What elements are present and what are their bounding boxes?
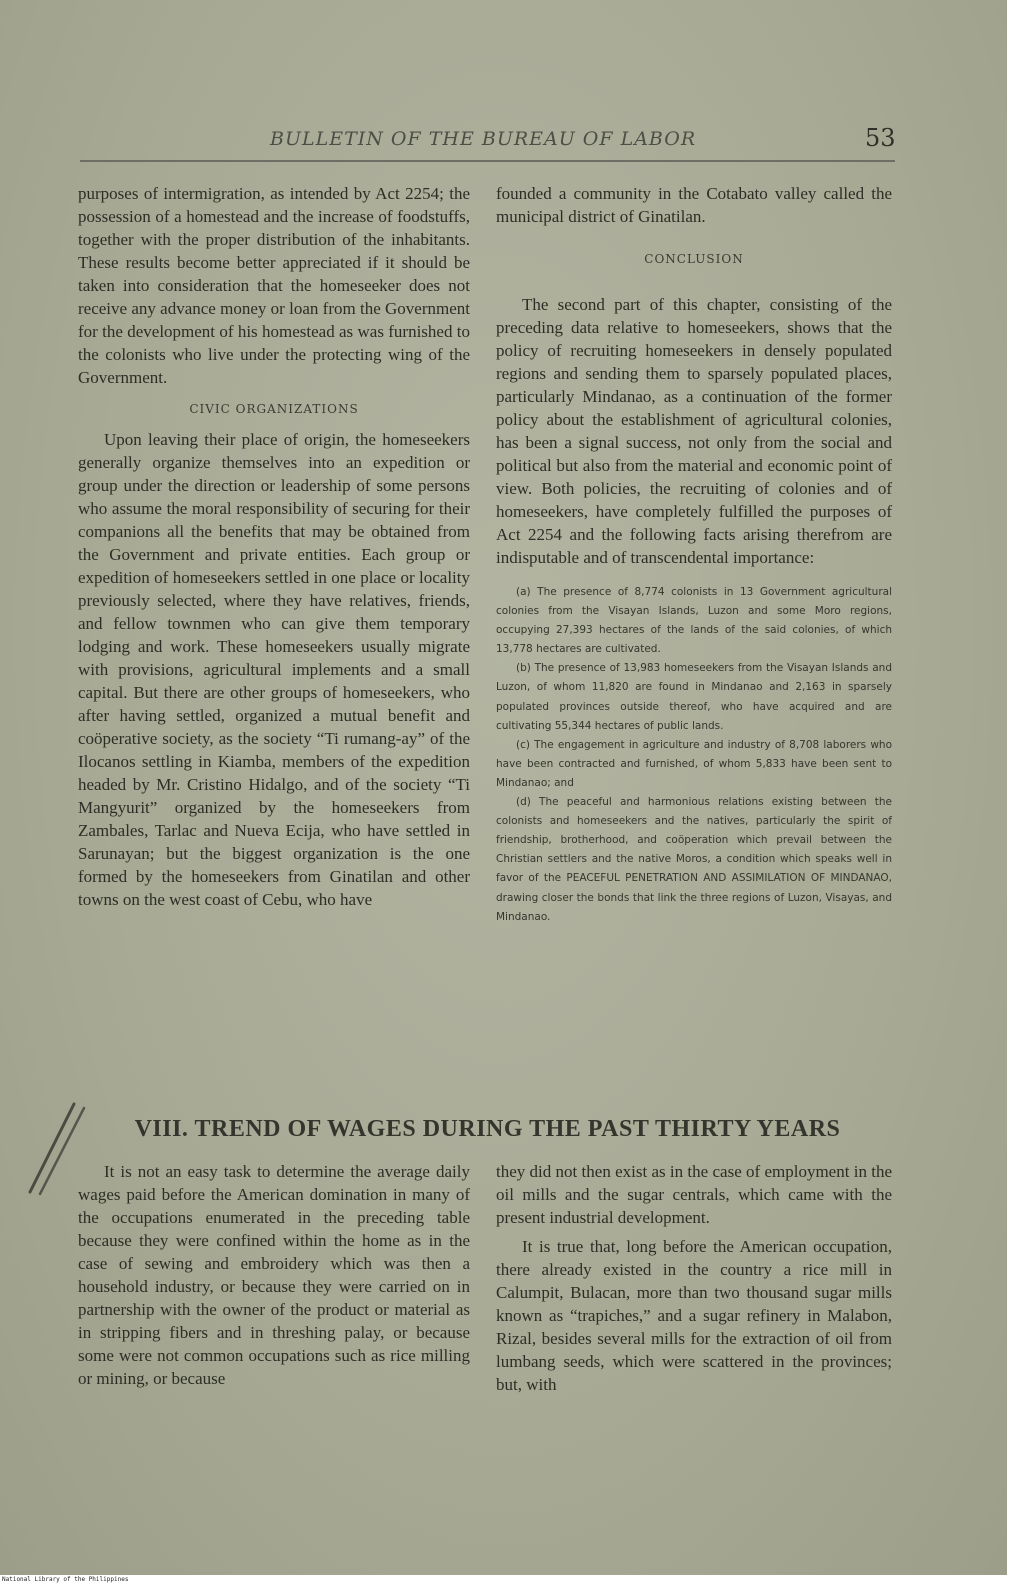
paragraph-civic-organizations: Upon leaving their place of origin, the homeseekers generally organize themselves into an expedition or group under the direction or leadership of some persons who assume the moral responsibility of securing for their companions all the benefits that may be obtained from the Government and private entities. Each group or expedition of homeseekers settled in one place or locality previously selected, where they have relatives, friends, and fellow townmen who can give them temporary lodging and work. These homeseekers usually migrate with provisions, agricultural implements and a small capital. But there are other groups of homeseekers, who after having settled, organized a mutual benefit and coöperative society, as the society “Ti rumang-ay” of the Ilocanos settling in Kiamba, members of the expedition headed by Mr. Cristino Hidalgo, and of the society “Ti Mangyurit” organized by the homeseekers from Zambales, Tarlac and Nueva Ecija, who have settled in Sarunayan; but the biggest organization is the one formed by the homeseekers from Ginatilan and other towns on the west coast of Cebu, who have — [78, 430, 470, 909]
right-column-lower — [496, 1160, 892, 1396]
fact-item-a: (a) The presence of 8,774 colonists in 13 Government agricultural colonies from the Visayan Islands, Luzon and some Moro regions, occupying 27,393 hectares of the lands of the said colonies, of which 13,778 hectares are cultivated. — [496, 586, 892, 656]
running-head: BULLETIN OF THE BUREAU OF LABOR — [270, 128, 697, 150]
library-credit: National Library of the Philippines — [2, 1576, 129, 1583]
paragraph-conclusion: The second part of this chapter, consisting of the preceding data relative to homeseekers, shows that the policy of recruiting homeseekers in densely populated regions and sending them to sparsely populated places, particularly Mindanao, as a continuation of the former policy about the establishment of agricultural colonies, has been a signal success, not only from the social and political but also from the material and economic point of view. Both policies, the recruiting of colonies and of homeseekers, have completely fulfilled the purposes of Act 2254 and the following facts arising therefrom are indisputable and of transcendental importance: — [496, 295, 892, 567]
fact-item-c: (c) The engagement in agriculture and industry of 8,708 laborers who have been contracted and furnished, of whom 5,833 have been sent to Mindanao; and — [496, 738, 892, 789]
left-column-lower — [78, 1160, 470, 1390]
fact-item-b: (b) The presence of 13,983 homeseekers from the Visayan Islands and Luzon, of whom 11,820 are found in Mindanao and 2,163 in sparsely populated provinces outside thereof, who have acquired and are cultivating 55,344 hectares of public lands. — [496, 662, 892, 732]
paragraph-wages-intro: It is not an easy task to determine the average daily wages paid before the American domination in many of the occupations enumerated in the preceding table because they were confined within the home as in the case of sewing and embroidery which was then a household industry, or because they were carried on in partnership with the owner of the product or material as in stripping fibers and in threshing palay, or because some were not common occupations such as rice milling or mining, or because — [78, 1162, 470, 1388]
right-column-upper — [496, 182, 892, 927]
header-rule — [80, 160, 895, 162]
section-title: VIII. TREND OF WAGES DURING THE PAST THIRTY YEARS — [134, 1116, 841, 1142]
page-number: 53 — [865, 124, 896, 152]
fact-item-d: (d) The peaceful and harmonious relations existing between the colonists and homeseekers and the natives, particularly the spirit of friendship, brotherhood, and coöperation which prevail between the Christian settlers and the native Moros, a condition which speaks well in favor of the PEACEFUL PENETRATION AND ASSIMILATION OF MINDANAO, drawing closer the bonds that link the three regions of Luzon, Visayas, and Mindanao. — [496, 796, 892, 923]
paragraph-oil-mills: they did not then exist as in the case of employment in the oil mills and the sugar centrals, which came with the present industrial development. — [496, 1162, 892, 1227]
paragraph-rice-mill: It is true that, long before the American occupation, there already existed in the country a rice mill in Calumpit, Bulacan, more than two thousand sugar mills known as “trapiches,” and a sugar refinery in Malabon, Rizal, besides several mills for the extraction of oil from lumbang seeds, which were scattered in the provinces; but, with — [496, 1237, 892, 1394]
paragraph-ginatilan: founded a community in the Cotabato valley called the municipal district of Ginatilan. — [496, 184, 892, 226]
conclusion-facts-list — [496, 583, 892, 927]
conclusion-heading: CONCLUSION — [644, 252, 744, 266]
paragraph-intermigration: purposes of intermigration, as intended by Act 2254; the possession of a homestead and the increase of foodstuffs, together with the proper distribution of the inhabitants. These results become better appreciated if it should be taken into consideration that the homeseeker does not receive any advance money or loan from the Government for the development of his homestead as was furnished to the colonists who live under the protecting wing of the Government. — [78, 184, 470, 387]
left-column-upper — [78, 182, 470, 911]
civic-organizations-heading: CIVIC ORGANIZATIONS — [189, 402, 359, 416]
